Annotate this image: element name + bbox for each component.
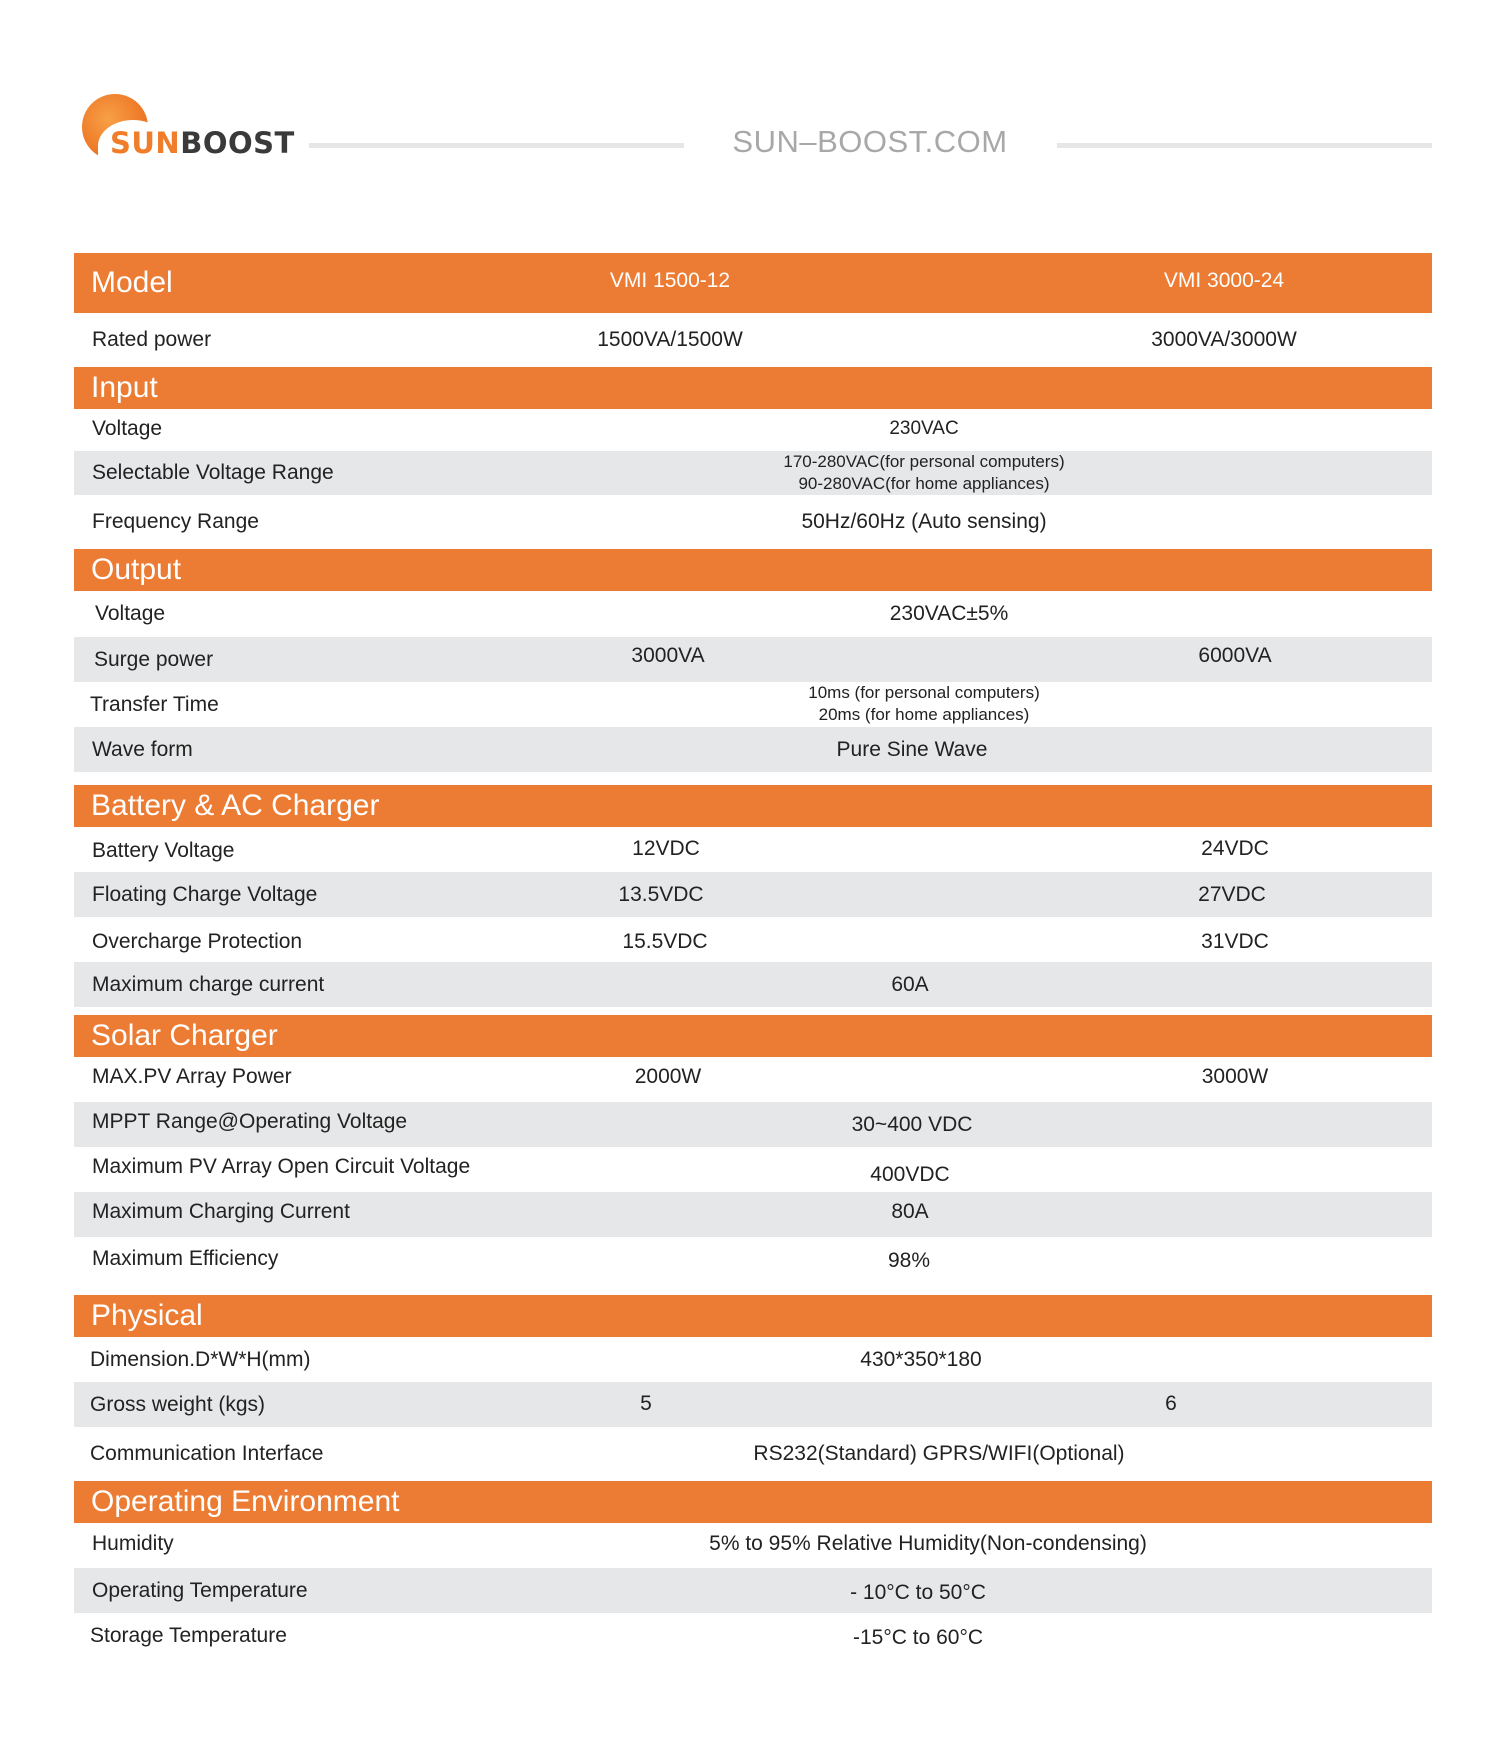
value-merged: 230VAC [889, 418, 959, 439]
row-label: Selectable Voltage Range [92, 461, 334, 484]
value-col1: 12VDC [632, 837, 700, 860]
value-merged: - 10°C to 50°C [850, 1581, 986, 1604]
spec-row [74, 917, 1432, 962]
section-header-physical: Physical [74, 1295, 1432, 1337]
spec-row [74, 1382, 1432, 1427]
value-col2: 27VDC [1198, 883, 1266, 906]
spec-row [74, 409, 1432, 451]
sunboost-logo [82, 92, 302, 172]
value-col2: 6000VA [1198, 644, 1272, 667]
spec-row [74, 495, 1432, 549]
spec-row [74, 727, 1432, 772]
row-label: Battery Voltage [92, 839, 235, 862]
section-header-input: Input [74, 367, 1432, 409]
model-label: Model [91, 266, 173, 299]
value-col1: 5 [640, 1392, 652, 1415]
page-header [0, 0, 1500, 240]
section-header-solar: Solar Charger [74, 1015, 1432, 1057]
value-col2: 3000W [1201, 1065, 1269, 1088]
value-merged: 50Hz/60Hz (Auto sensing) [801, 510, 1047, 533]
row-label: Maximum Charging Current [92, 1200, 350, 1223]
value-col1: 2000W [634, 1065, 702, 1088]
row-label: Transfer Time [90, 693, 219, 716]
row-label: Humidity [92, 1532, 174, 1555]
model-col2: VMI 3000-24 [1163, 269, 1285, 292]
spec-row [74, 872, 1432, 917]
spec-row [74, 1147, 1432, 1192]
row-label: MAX.PV Array Power [92, 1065, 292, 1088]
header-divider-left [309, 143, 684, 148]
row-label: Overcharge Protection [92, 930, 303, 953]
spec-row [74, 1568, 1432, 1613]
value-col1: 13.5VDC [618, 883, 704, 906]
value-merged: 30~400 VDC [851, 1113, 973, 1136]
spec-row [74, 827, 1432, 872]
spec-row [74, 1523, 1432, 1568]
value-merged: 170-280VAC(for personal computers) 90-280VAC(for home appliances) [783, 452, 1065, 493]
value-col1: 3000VA [631, 644, 705, 667]
row-label: Storage Temperature [90, 1624, 287, 1647]
model-header-row [74, 253, 1432, 313]
row-label: Maximum charge current [92, 973, 325, 996]
row-label: Communication Interface [90, 1442, 324, 1465]
value-merged: 230VAC±5% [889, 602, 1009, 625]
value-col2: 31VDC [1201, 930, 1269, 953]
section-header-environment: Operating Environment [74, 1481, 1432, 1523]
row-label: MPPT Range@Operating Voltage [92, 1110, 408, 1133]
spec-table [74, 253, 1432, 1658]
section-header-battery: Battery & AC Charger [74, 785, 1432, 827]
spec-row [74, 1613, 1432, 1658]
spec-row [74, 682, 1432, 727]
model-col1: VMI 1500-12 [609, 269, 731, 292]
spec-row [74, 1237, 1432, 1295]
value-merged: 400VDC [870, 1163, 950, 1186]
row-label: Wave form [92, 738, 193, 761]
spec-row [74, 1192, 1432, 1237]
value-merged: 5% to 95% Relative Humidity(Non-condensing) [709, 1532, 1147, 1555]
spec-row [74, 1057, 1432, 1102]
spec-row [74, 591, 1432, 637]
spec-row [74, 1337, 1432, 1382]
value-merged: 80A [891, 1200, 929, 1223]
row-label: Maximum PV Array Open Circuit Voltage [92, 1155, 471, 1178]
row-label: Floating Charge Voltage [92, 883, 318, 906]
website-url: SUN–BOOST.COM [732, 124, 1008, 159]
spec-row [74, 313, 1432, 367]
row-label: Gross weight (kgs) [90, 1393, 266, 1416]
row-label: Operating Temperature [92, 1579, 308, 1602]
spec-row [74, 637, 1432, 682]
value-col1: 15.5VDC [622, 930, 708, 953]
value-merged: 10ms (for personal computers) 20ms (for home appliances) [808, 683, 1040, 724]
row-label: Surge power [94, 648, 214, 671]
value-col2: 24VDC [1201, 837, 1269, 860]
section-header-output: Output [74, 549, 1432, 591]
spec-row [74, 962, 1432, 1007]
value-col2: 6 [1165, 1392, 1177, 1415]
header-divider-right [1057, 143, 1432, 148]
row-label: Frequency Range [92, 510, 259, 533]
value-merged: 98% [887, 1249, 931, 1272]
value-merged: 430*350*180 [860, 1348, 982, 1371]
spec-row [74, 1427, 1432, 1481]
spec-row [74, 451, 1432, 495]
value-col1: 1500VA/1500W [597, 328, 743, 351]
row-label: Rated power [92, 328, 212, 351]
value-col2: 3000VA/3000W [1151, 328, 1297, 351]
spec-row [74, 1102, 1432, 1147]
value-merged: RS232(Standard) GPRS/WIFI(Optional) [753, 1442, 1125, 1465]
value-merged: Pure Sine Wave [836, 738, 988, 761]
row-label: Maximum Efficiency [92, 1247, 279, 1270]
row-label: Dimension.D*W*H(mm) [90, 1348, 311, 1371]
logo-text: SUNBOOST [110, 126, 295, 160]
row-label: Voltage [95, 602, 166, 625]
value-merged: 60A [891, 973, 929, 996]
row-label: Voltage [92, 417, 163, 440]
value-merged: -15°C to 60°C [852, 1626, 984, 1649]
